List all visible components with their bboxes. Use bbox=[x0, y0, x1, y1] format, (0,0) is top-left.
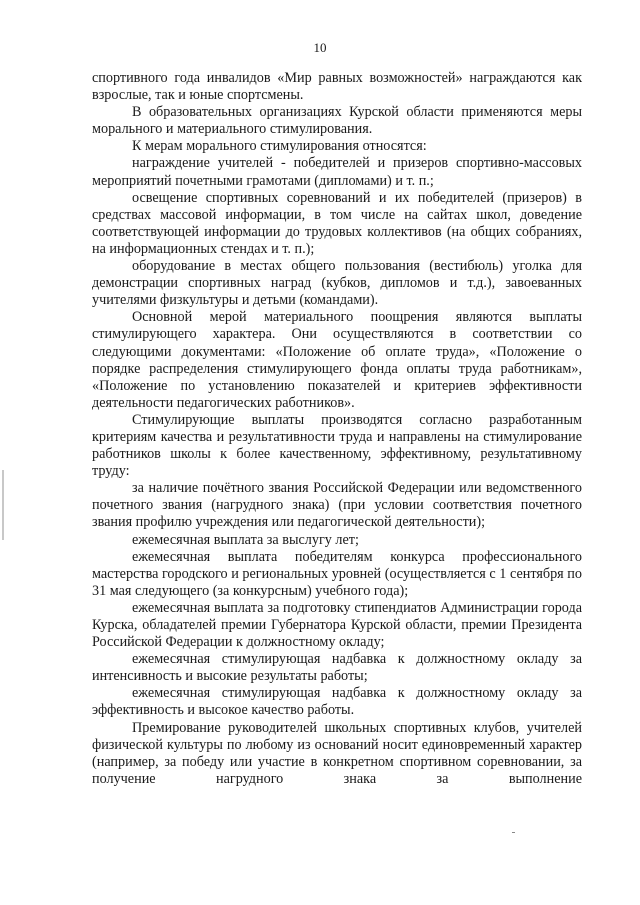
paragraph: спортивного года инвалидов «Мир равных возможностей» награждаются как взрослые, так и юные спортсмены. bbox=[92, 70, 582, 104]
paragraph: В образовательных организациях Курской области применяются меры морального и материального стимулирования. bbox=[92, 104, 582, 138]
scan-speck bbox=[512, 832, 515, 833]
paragraph: Стимулирующие выплаты производятся согласно разработанным критериям качества и результативности труда и направлены на стимулирование работников школы к более качественному, эффективному, результативному труду: bbox=[92, 411, 582, 480]
body-text bbox=[92, 70, 582, 788]
list-item: ежемесячная выплата победителям конкурса профессионального мастерства городского и региональных уровней (осуществляется с 1 сентября по 31 мая следующего (за конкурсным) учебного года); bbox=[92, 548, 582, 599]
paragraph: К мерам морального стимулирования относятся: bbox=[132, 138, 427, 155]
list-item: оборудование в местах общего пользования (вестибюль) уголка для демонстрации спортивных наград (кубков, дипломов и т.д.), завоеванных учителями физкультуры и детьми (командами). bbox=[92, 258, 582, 309]
list-item: ежемесячная стимулирующая надбавка к должностному окладу за эффективность и высокое качество работы. bbox=[92, 685, 582, 719]
list-item: ежемесячная выплата за подготовку стипендиатов Администрации города Курска, обладателей премии Губернатора Курской области, премии Президента Российской Федерации к должностному окладу; bbox=[92, 599, 582, 651]
scan-margin-mark bbox=[2, 470, 4, 540]
list-item: награждение учителей - победителей и призеров спортивно-массовых мероприятий почетными грамотами (дипломами) и т. п.; bbox=[92, 155, 582, 189]
paragraph: Премирование руководителей школьных спортивных клубов, учителей физической культуры по любому из оснований носит единовременный характер (например, за победу или участие в конкретном спортивном соревновании, за получение нагрудного знака за выполнение bbox=[92, 719, 582, 787]
list-item: ежемесячная выплата за выслугу лет; bbox=[132, 531, 359, 548]
list-item: за наличие почётного звания Российской Федерации или ведомственного почетного звания (нагрудного знака) (при условии соответствия почетного звания профилю учреждения или педагогической деятельности); bbox=[92, 480, 582, 531]
page-number: 10 bbox=[313, 40, 327, 55]
list-item: ежемесячная стимулирующая надбавка к должностному окладу за интенсивность и высокие результаты работы; bbox=[92, 651, 582, 685]
paragraph: Основной мерой материального поощрения являются выплаты стимулирующего характера. Они осуществляются в соответствии со следующими документами: «Положение об оплате труда», «Положение о порядке распределения стимулирующего фонда оплаты труда работникам», «Положение по установлению показателей и критериев эффективности деятельности педагогических работников». bbox=[92, 309, 582, 411]
list-item: освещение спортивных соревнований и их победителей (призеров) в средствах массовой информации, в том числе на сайтах школ, доведение соответствующей информации до трудовых коллективов (на общих собраниях, на информационных стендах и т. п.); bbox=[92, 189, 582, 257]
